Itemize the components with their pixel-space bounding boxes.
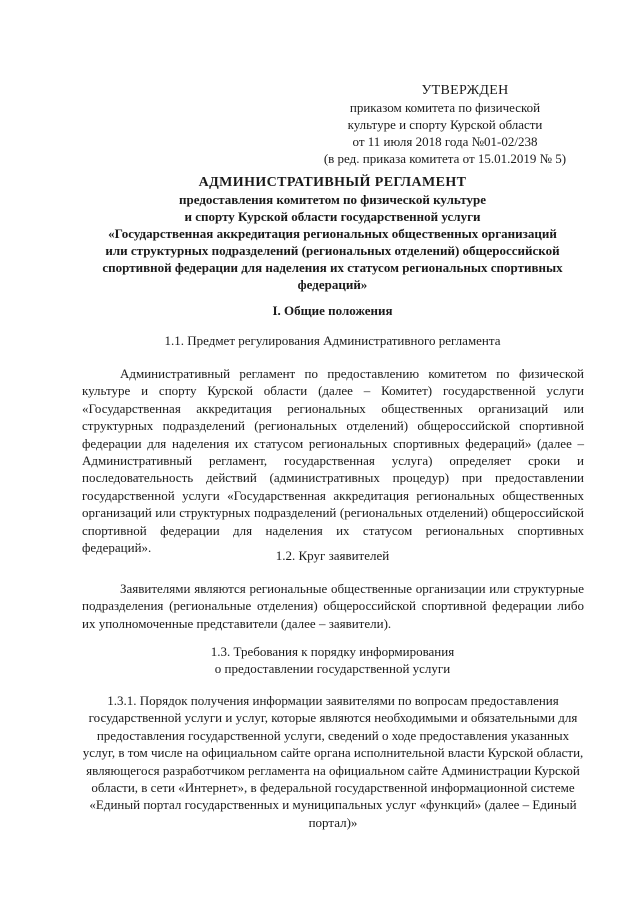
paragraph: Заявителями являются региональные общественные организации или структурные подразделения (региональные отделения) общероссийской спортивной федерации либо их уполномоченные представители (далее – заявители). [82, 581, 584, 631]
title-line: или структурных подразделений (региональных отделений) общероссийской [105, 243, 560, 258]
document-title [80, 174, 585, 293]
subsection-heading [80, 643, 585, 677]
approval-line: от 11 июля 2018 года №01-02/238 [352, 134, 538, 149]
title-main: АДМИНИСТРАТИВНЫЙ РЕГЛАМЕНТ [198, 175, 467, 190]
subsection-heading: 1.2. Круг заявителей [275, 548, 390, 563]
approval-line: приказом комитета по физической [349, 100, 541, 115]
title-line: предоставления комитетом по физической культуре [179, 192, 486, 207]
section-heading: I. Общие положения [272, 303, 393, 318]
approval-line: (в ред. приказа комитета от 15.01.2019 № 5) [323, 151, 567, 166]
subsection-heading-line: 1.3. Требования к порядку информирования [210, 644, 455, 659]
approval-line: культуре и спорту Курской области [347, 117, 543, 132]
approval-stamp [300, 82, 590, 167]
title-line: спортивной федерации для наделения их статусом региональных спортивных [102, 260, 563, 275]
title-line: «Государственная аккредитация региональных общественных организаций [108, 226, 557, 241]
title-line: федераций» [297, 277, 368, 292]
title-line: и спорту Курской области государственной услуги [184, 209, 481, 224]
approval-heading: УТВЕРЖДЕН [421, 83, 509, 98]
subsection-heading: 1.1. Предмет регулирования Административного регламента [164, 333, 501, 348]
subsection-heading-line: о предоставлении государственной услуги [214, 661, 451, 676]
paragraph: Административный регламент по предоставлению комитетом по физической культуре и спорту Курской области (далее – Комитет) государственной услуги «Государственная аккредитация региональных общественных организаций или структурных подразделений (региональных отделений) общероссийской спортивной федерации для наделения их статусом региональных спортивных федераций» (далее – Административный регламент, государственная услуга) определяет сроки и последовательность действий (административных процедур) при предоставлении государственной услуги «Государственная аккредитация региональных общественных организаций или структурных подразделений (региональных отделений) общероссийской спортивной федерации для наделения их статусом региональных спортивных федераций». [82, 366, 584, 556]
paragraph: 1.3.1. Порядок получения информации заявителями по вопросам предоставления государственной услуги и услуг, которые являются необходимыми и обязательными для предоставления государственной услуги, сведений о ходе предоставления указанных услуг, в том числе на официальном сайте органа исполнительной власти Курской области, являющегося разработчиком регламента на официальном сайте Администрации Курской области, в сети «Интернет», в федеральной государственной информационной системе «Единый портал государственных и муниципальных услуг «функций» (далее – Единый портал)» [82, 693, 584, 830]
